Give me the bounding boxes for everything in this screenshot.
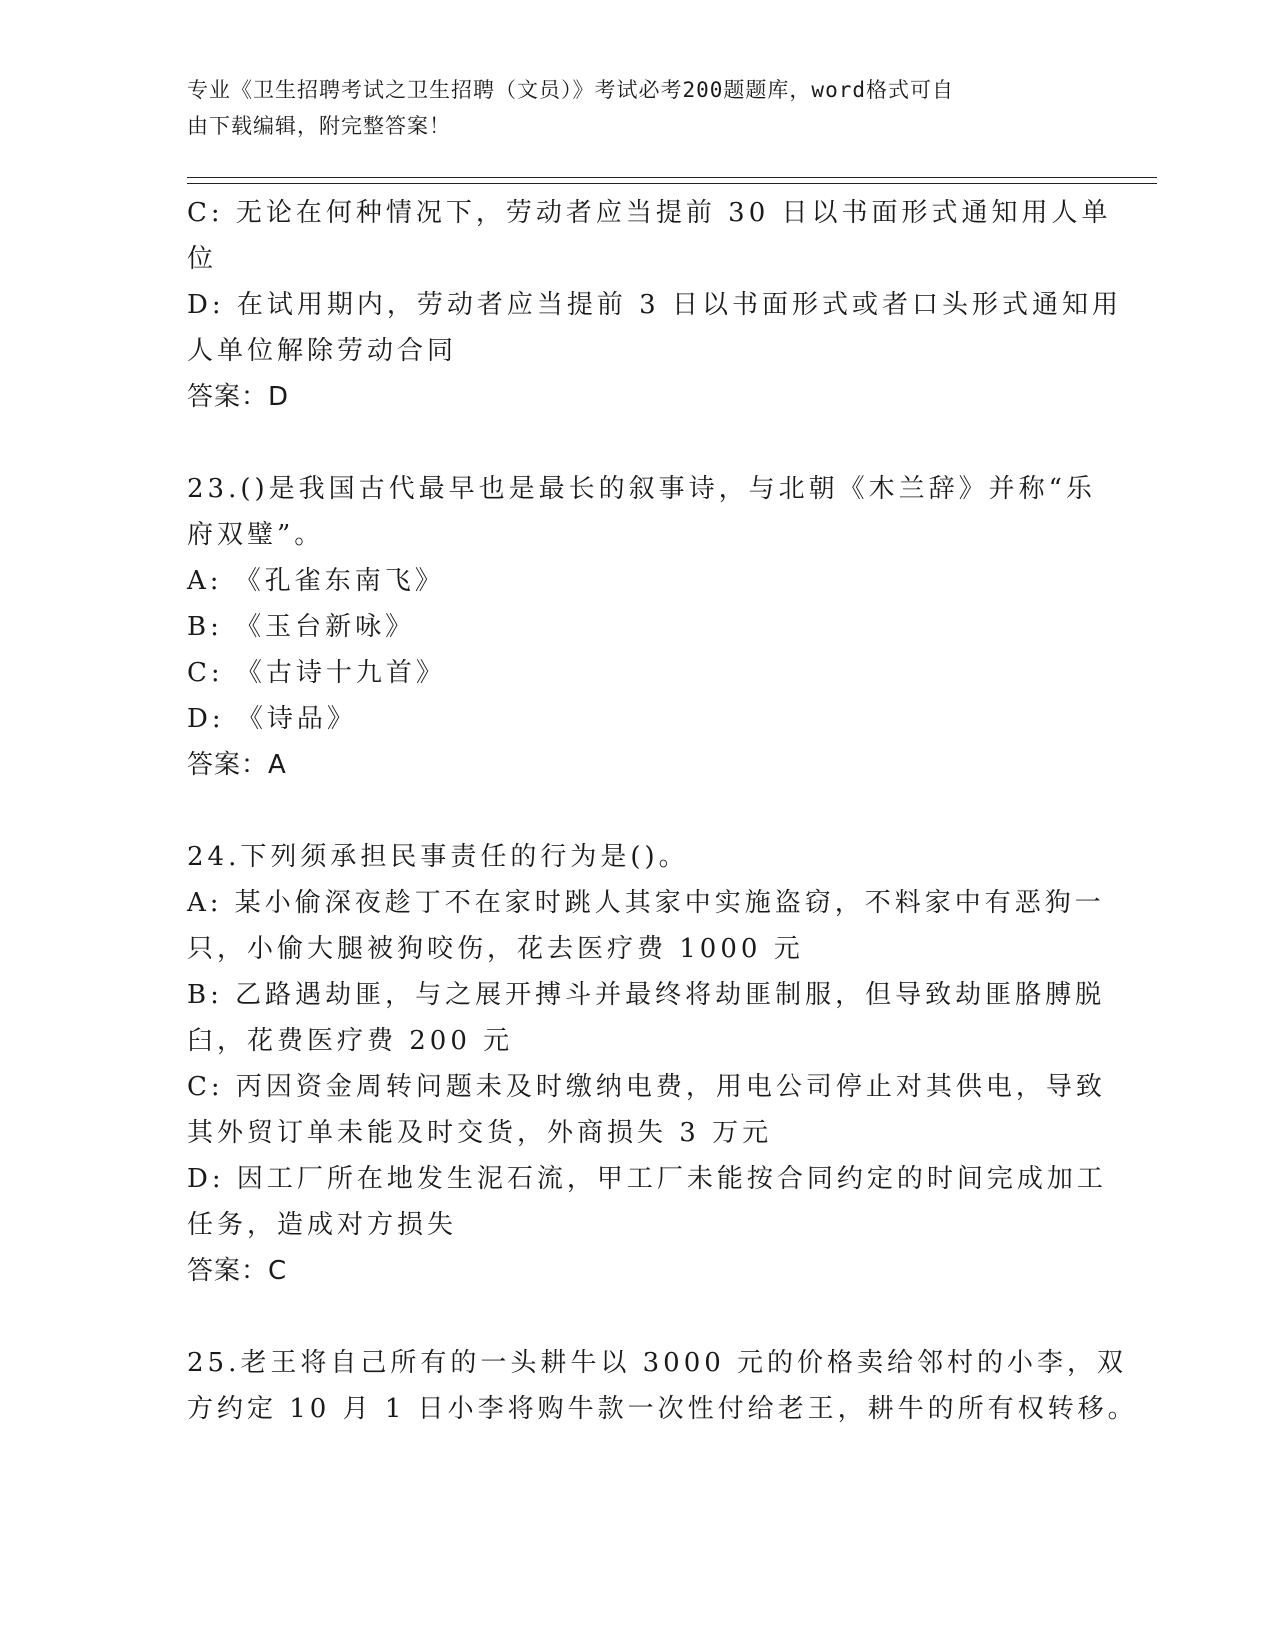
answer-23: 答案：A (187, 750, 287, 780)
header-rule-bottom (187, 183, 1157, 184)
header-line-2: 由下载编辑，附完整答案！ (187, 114, 451, 138)
option-b-line-2: 臼，花费医疗费 200 元 (187, 1026, 514, 1056)
option-a: A: 《孔雀东南飞》 (187, 566, 445, 596)
answer-24: 答案：C (187, 1256, 288, 1286)
question-25 (187, 1340, 1138, 1432)
question-stem-line-1: 25.老王将自己所有的一头耕牛以 3000 元的价格卖给邻村的小李，双 (187, 1348, 1128, 1378)
option-b: B: 《玉台新咏》 (187, 612, 416, 642)
spacer (187, 420, 1077, 466)
header-rule-top (187, 177, 1157, 178)
option-d-line-2: 人单位解除劳动合同 (187, 336, 458, 366)
option-d-line-1: D: 在试用期内，劳动者应当提前 3 日以书面形式或者口头形式通知用 (187, 290, 1122, 320)
answer-22: 答案：D (187, 382, 290, 412)
question-24 (187, 834, 1107, 1294)
header-line-1: 专业《卫生招聘考试之卫生招聘（文员）》考试必考200题题库，word格式可自 (187, 78, 954, 102)
question-stem-line-2: 府双璧”。 (187, 520, 325, 550)
question-23 (187, 466, 1096, 788)
question-stem-line-1: 23.()是我国古代最早也是最长的叙事诗，与北朝《木兰辞》并称“乐 (187, 474, 1096, 504)
spacer (187, 788, 1077, 834)
option-a-line-1: A: 某小偷深夜趁丁不在家时跳人其家中实施盗窃，不料家中有恶狗一 (187, 888, 1105, 918)
question-stem-line-2: 方约定 10 月 1 日小李将购牛款一次性付给老王，耕牛的所有权转移。 (187, 1394, 1138, 1424)
option-d: D: 《诗品》 (187, 704, 357, 734)
option-c-line-1: C: 丙因资金周转问题未及时缴纳电费，用电公司停止对其供电，导致 (187, 1072, 1106, 1102)
option-c-line-1: C: 无论在何种情况下，劳动者应当提前 30 日以书面形式通知用人单 (187, 198, 1112, 228)
spacer (187, 1294, 1077, 1340)
document-header (187, 72, 1067, 144)
option-c-line-2: 位 (187, 244, 218, 274)
question-22 (187, 190, 1122, 420)
document-body (187, 190, 1138, 1432)
option-b-line-1: B: 乙路遇劫匪，与之展开搏斗并最终将劫匪制服，但导致劫匪胳膊脱 (187, 980, 1106, 1010)
option-c: C: 《古诗十九首》 (187, 658, 446, 688)
question-stem: 24.下列须承担民事责任的行为是()。 (187, 842, 689, 872)
option-d-line-1: D: 因工厂所在地发生泥石流，甲工厂未能按合同约定的时间完成加工 (187, 1164, 1107, 1194)
option-d-line-2: 任务，造成对方损失 (187, 1210, 458, 1240)
option-c-line-2: 其外贸订单未能及时交货，外商损失 3 万元 (187, 1118, 773, 1148)
option-a-line-2: 只，小偷大腿被狗咬伤，花去医疗费 1000 元 (187, 934, 804, 964)
